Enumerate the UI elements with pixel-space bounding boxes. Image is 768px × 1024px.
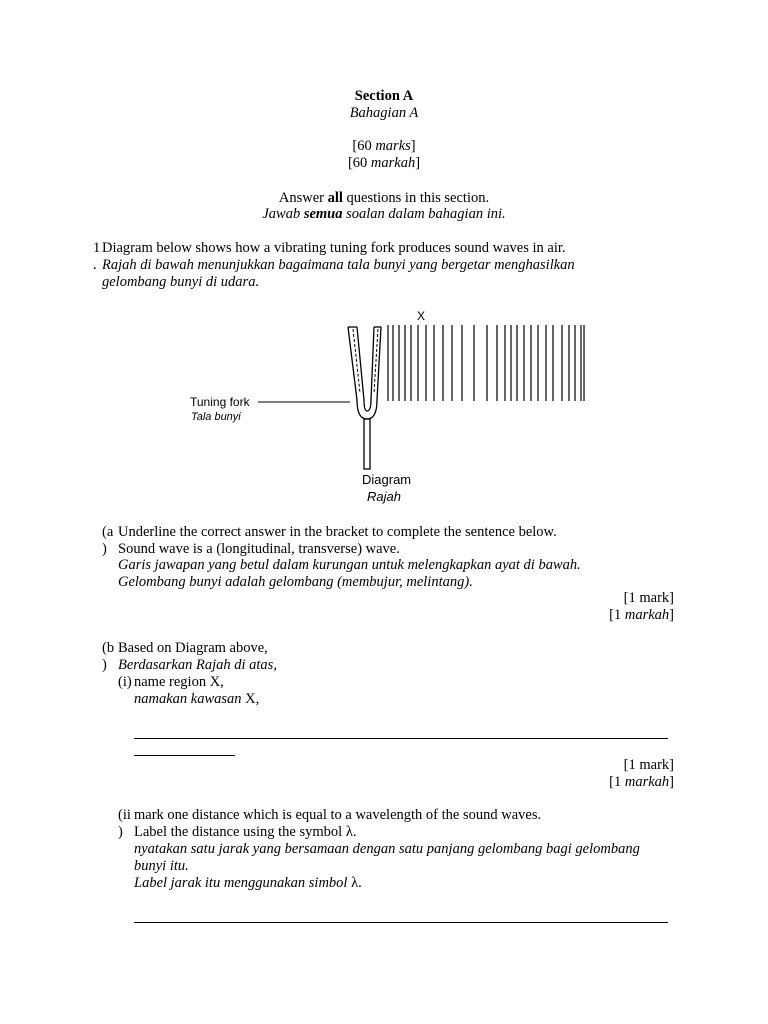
markah-close: ] — [415, 155, 421, 171]
instruction-en-c: questions in this section. — [342, 190, 490, 206]
part-a-options-ms: membujur, melintang — [341, 574, 465, 590]
part-b-i-text-en: name region X, — [134, 674, 224, 690]
section-title-malay — [0, 105, 768, 122]
part-b-intro-ms: Berdasarkan Rajah di atas, — [118, 657, 277, 673]
question-stem-ms-line2: gelombang bunyi di udara. — [102, 274, 260, 290]
instruction-ms-bold: semua — [303, 206, 343, 222]
part-b-ii-text-en-line1: mark one distance which is equal to a wavelength of the sound waves. — [134, 807, 542, 823]
fork-label-ms: Tala bunyi — [191, 411, 241, 423]
part-b-i-mark-ms-a: [1 — [609, 774, 625, 790]
part-b-i-text-ms-b: X, — [245, 691, 260, 707]
part-b-i-text-ms-a: namakan kawasan — [134, 691, 246, 707]
part-b-ii-text-en-line2: Label the distance using the symbol λ. — [134, 824, 357, 840]
part-a-label: (a — [102, 524, 114, 540]
part-b-ii-label: (ii — [118, 807, 131, 823]
part-a-mark-ms — [609, 607, 674, 624]
tuning-fork-diagram — [0, 305, 768, 505]
question-number: 1 — [93, 240, 101, 256]
total-marks-ms — [0, 155, 768, 172]
part-a-mark-en: [1 mark] — [623, 590, 674, 606]
total-marks-en — [0, 138, 768, 155]
part-b-intro-en: Based on Diagram above, — [118, 640, 268, 656]
part-a-sentence-ms-c: ). — [464, 574, 473, 590]
tuning-fork-icon — [348, 327, 381, 469]
part-a-mark-ms-c: ] — [669, 607, 674, 623]
instruction-en-bold: all — [327, 190, 343, 206]
sound-wave-lines — [388, 325, 584, 401]
part-a-sentence-ms — [118, 574, 473, 591]
marks-number: [60 — [352, 138, 376, 154]
part-b-label: (b — [102, 640, 115, 656]
marks-word: marks — [375, 138, 411, 154]
markah-word: markah — [370, 155, 416, 171]
fork-label-en: Tuning fork — [190, 395, 250, 409]
marks-close: ] — [410, 138, 416, 154]
part-a-instruction-ms: Garis jawapan yang betul dalam kurungan untuk melengkapkan ayat di bawah. — [118, 557, 581, 573]
part-a-sentence-ms-a: Gelombang bunyi adalah gelombang ( — [118, 574, 342, 590]
section-title: Section A — [354, 88, 414, 104]
instruction-en — [0, 190, 768, 207]
part-b-ii-text-ms-line1: nyatakan satu jarak yang bersamaan dengan satu panjang gelombang bagi gelombang — [134, 841, 640, 857]
question-number-dot: . — [93, 257, 97, 273]
part-b-i-mark-ms — [609, 774, 674, 791]
section-title-malay-word: Bahagian A — [349, 105, 419, 121]
part-a-sentence-en: Sound wave is a (longitudinal, transverse) wave. — [118, 541, 400, 557]
part-a-mark-ms-word: markah — [624, 607, 670, 623]
instruction-ms-a: Jawab — [262, 206, 304, 222]
markah-number: [60 — [347, 155, 371, 171]
part-b-ii-label-close: ) — [118, 824, 123, 840]
part-b-i-label: (i) — [118, 674, 132, 690]
part-b-ii-text-ms-line3 — [134, 875, 362, 892]
part-b-ii-text-ms-line2: bunyi itu. — [134, 858, 189, 874]
region-x-label: X — [417, 309, 426, 323]
instruction-ms-c: soalan dalam bahagian ini. — [342, 206, 506, 222]
instruction-ms — [0, 206, 768, 223]
lambda-symbol: λ. — [351, 875, 362, 891]
diagram-caption: Diagram — [362, 472, 412, 487]
part-a-instruction-en: Underline the correct answer in the bracket to complete the sentence below. — [118, 524, 557, 540]
instruction-en-a: Answer — [278, 190, 328, 206]
answer-line-b-i-2[interactable] — [134, 755, 235, 756]
part-b-i-mark-ms-word: markah — [624, 774, 670, 790]
part-b-label-close: ) — [102, 657, 107, 673]
diagram-caption-ms: Rajah — [367, 489, 401, 504]
question-stem-ms-line1: Rajah di bawah menunjukkan bagaimana tala bunyi yang bergetar menghasilkan — [102, 257, 575, 273]
part-b-ii-text-ms-3a: Label jarak itu menggunakan simbol — [134, 875, 352, 891]
part-a-mark-ms-a: [1 — [609, 607, 625, 623]
part-a-label-close: ) — [102, 541, 107, 557]
part-b-i-mark-ms-c: ] — [669, 774, 674, 790]
part-b-i-mark-en: [1 mark] — [623, 757, 674, 773]
question-stem-en: Diagram below shows how a vibrating tuning fork produces sound waves in air. — [102, 240, 566, 256]
part-b-i-text-ms — [134, 691, 259, 708]
answer-line-b-ii-1[interactable] — [134, 922, 668, 923]
answer-line-b-i-1[interactable] — [134, 738, 668, 739]
